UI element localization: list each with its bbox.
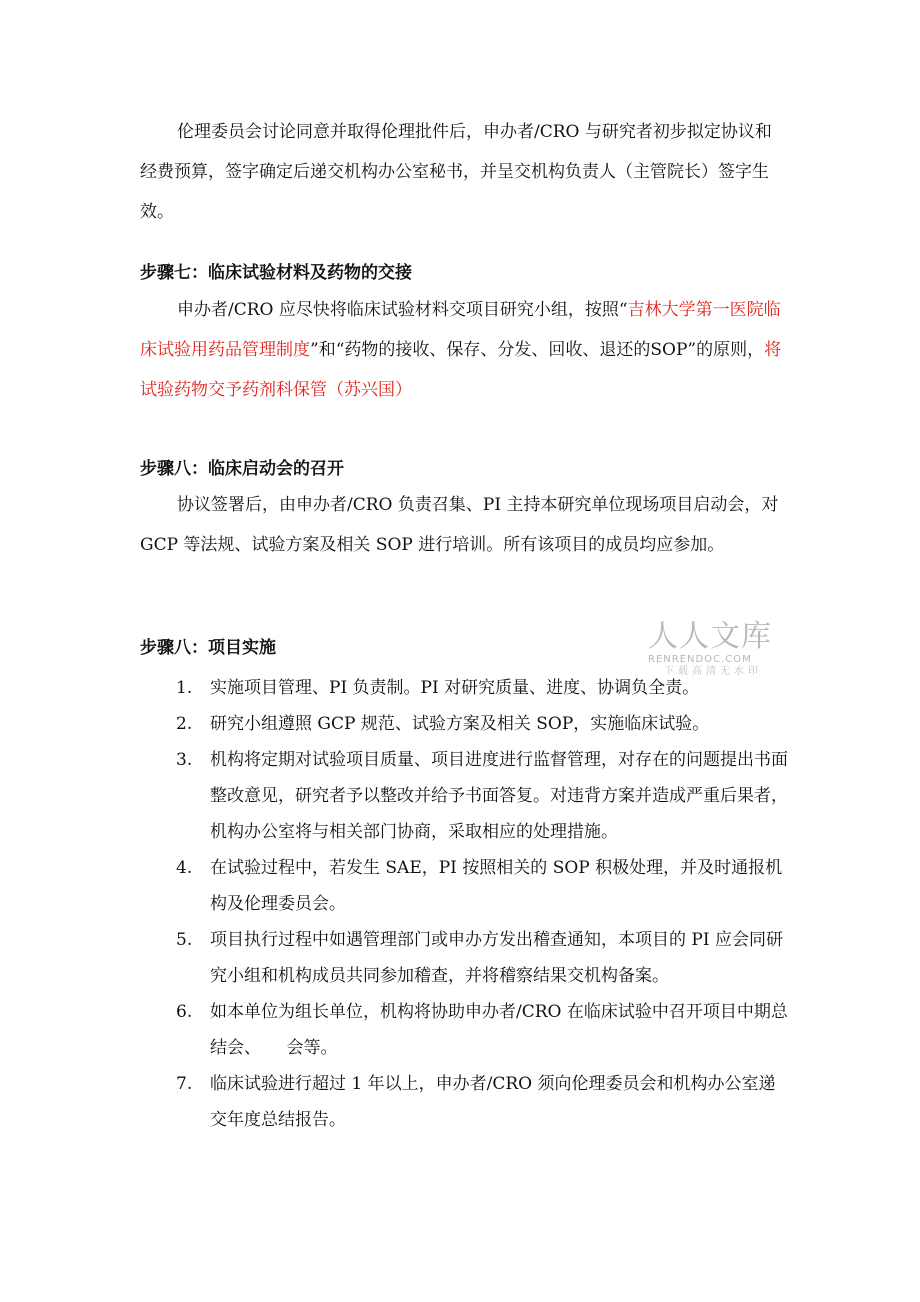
step7-text-1: 申办者/CRO 应尽快将临床试验材料交项目研究小组，按照“ [177, 300, 628, 320]
list-item [140, 742, 790, 850]
list-item-text: 如本单位为组长单位，机构将协助申办者/CRO 在临床试验中召开项目中期总结会、 会等。 [210, 1002, 788, 1058]
list-item-text: 研究小组遵照 GCP 规范、试验方案及相关 SOP，实施临床试验。 [210, 714, 710, 734]
step7-text-2: ”和“药物的接收、保存、分发、回收、退还的SOP”的原则， [310, 340, 765, 360]
list-item [140, 1066, 790, 1138]
step7-red-handover: 将试验药物交予药剂科保管（苏兴国） [140, 340, 782, 400]
list-item-text: 机构将定期对试验项目质量、项目进度进行监督管理，对存在的问题提出书面整改意见，研究者予以整改并给予书面答复。对违背方案并造成严重后果者，机构办公室将与相关部门协商，采取相应的处理措施。 [210, 750, 788, 842]
list-item [140, 850, 790, 922]
list-item-number: 7. [176, 1074, 193, 1094]
list-item-number: 3. [176, 750, 193, 770]
list-item-text: 项目执行过程中如遇管理部门或申办方发出稽查通知，本项目的 PI 应会同研究小组和机构成员共同参加稽查，并将稽察结果交机构备案。 [210, 930, 783, 986]
list-item-text: 临床试验进行超过 1 年以上，申办者/CRO 须向伦理委员会和机构办公室递交年度总结报告。 [210, 1074, 776, 1130]
step8b-heading: 步骤八：项目实施 [140, 638, 276, 658]
list-item-text: 在试验过程中，若发生 SAE，PI 按照相关的 SOP 积极处理，并及时通报机构及伦理委员会。 [210, 858, 783, 914]
list-item-number: 4. [176, 858, 193, 878]
list-item-number: 6. [176, 1002, 193, 1022]
list-item [140, 706, 790, 742]
step7-paragraph [140, 290, 785, 410]
watermark-title: 人人文库 [648, 619, 772, 654]
list-item [140, 994, 790, 1066]
implementation-list [140, 670, 790, 1138]
step7-heading: 步骤七：临床试验材料及药物的交接 [140, 263, 412, 283]
list-item-text: 实施项目管理、PI 负责制。PI 对研究质量、进度、协调负全责。 [210, 678, 700, 698]
intro-paragraph: 伦理委员会讨论同意并取得伦理批件后，申办者/CRO 与研究者初步拟定协议和经费预算，签字确定后递交机构办公室秘书，并呈交机构负责人（主管院长）签字生效。 [140, 122, 772, 222]
list-item-number: 5. [176, 930, 193, 950]
step7-red-regulation: 吉林大学第一医院临床试验用药品管理制度 [140, 300, 781, 360]
step8-heading: 步骤八：临床启动会的召开 [140, 459, 344, 479]
list-item [140, 922, 790, 994]
watermark-logo [648, 620, 778, 690]
watermark-tag: 下载高清无水印 [664, 666, 762, 677]
step8-paragraph: 协议签署后，由申办者/CRO 负责召集、PI 主持本研究单位现场项目启动会，对 GCP 等法规、试验方案及相关 SOP 进行培训。所有该项目的成员均应参加。 [140, 495, 779, 555]
list-item-number: 1. [176, 678, 193, 698]
watermark-url: RENRENDOC.COM [648, 654, 752, 665]
list-item-number: 2. [176, 714, 193, 734]
